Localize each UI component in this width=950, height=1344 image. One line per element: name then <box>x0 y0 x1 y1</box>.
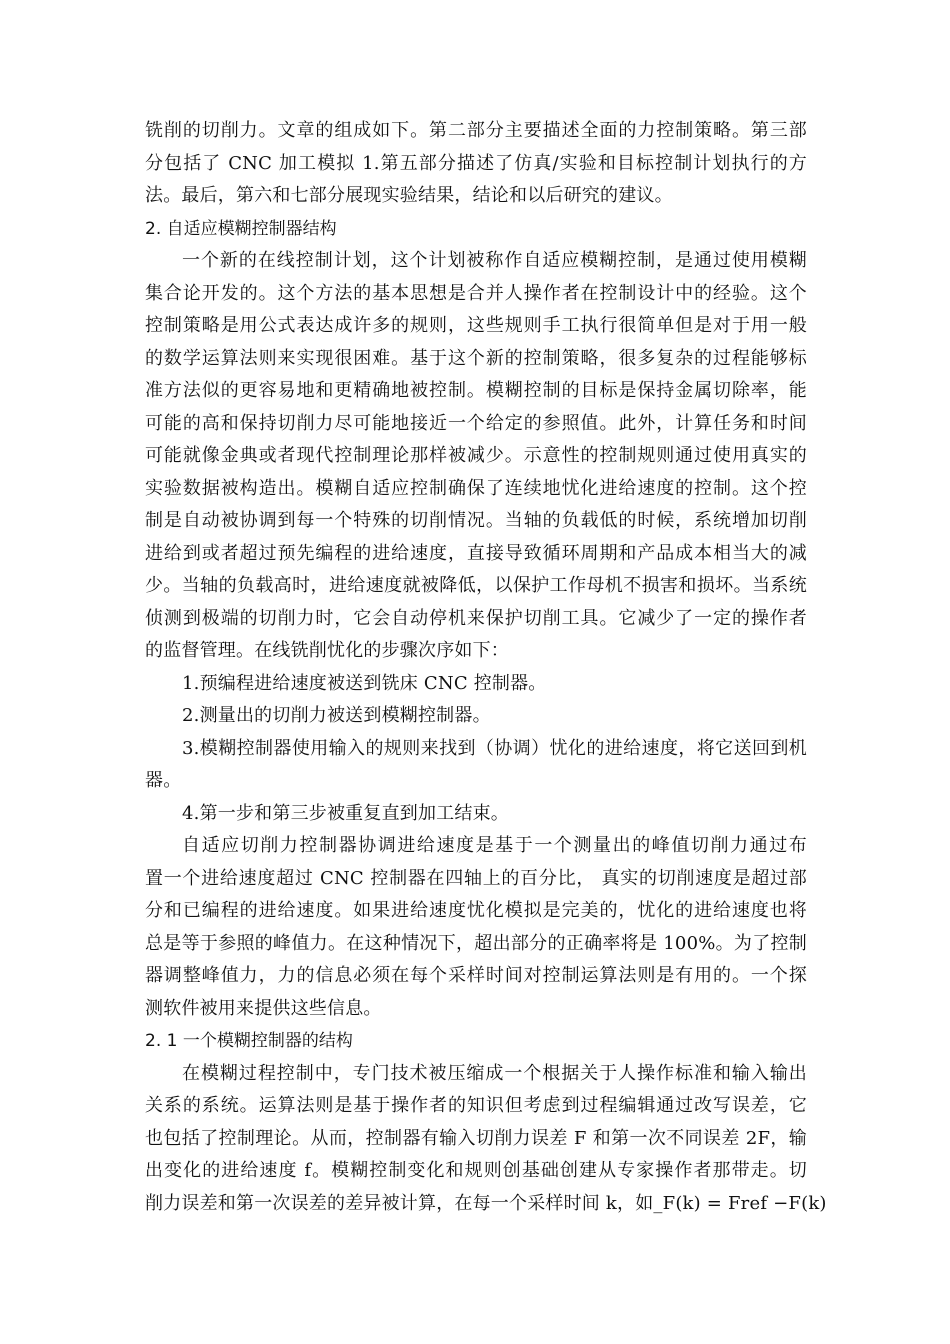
section-2-heading: 2. 自适应模糊控制器结构 <box>145 218 337 239</box>
section-2-1-heading: 2. 1 一个模糊控制器的结构 <box>145 1031 353 1051</box>
list-item: 4.第一步和第三步被重复直到加工结束。 <box>182 802 509 824</box>
text-line: 出变化的进给速度 f。模糊控制变化和规则创基础创建从专家操作者那带走。切 <box>145 1160 807 1181</box>
text-line: 的数学运算法则来实现很困难。基于这个新的控制策略，很多复杂的过程能够标 <box>145 347 807 369</box>
text-line: 准方法似的更容易地和更精确地被控制。模糊控制的目标是保持金属切除率，能 <box>145 380 807 401</box>
text-line: 控制策略是用公式表达成许多的规则，这些规则手工执行很简单但是对于用一般 <box>145 315 807 336</box>
list-item: 2.测量出的切削力被送到模糊控制器。 <box>182 705 491 726</box>
text-line: 的监督管理。在线铣削忧化的步骤次序如下： <box>145 640 509 661</box>
document-page <box>145 115 827 1220</box>
text-line: 分包括了 CNC 加工模拟 1.第五部分描述了仿真/实验和目标控制计划执行的方 <box>145 152 807 174</box>
text-line: 一个新的在线控制计划，这个计划被称作自适应模糊控制，是通过使用模糊 <box>182 250 807 271</box>
text-line: 侦测到极端的切削力时，它会自动停机来保护切削工具。它减少了一定的操作者 <box>145 607 807 629</box>
text-line: 制是自动被协调到每一个特殊的切削情况。当轴的负载低的时候，系统增加切削 <box>145 510 807 531</box>
section-2-paragraph-1 <box>145 245 807 668</box>
text-line: 总是等于参照的峰值力。在这种情况下，超出部分的正确率将是 100%。为了控制 <box>145 932 807 954</box>
text-line: 削力误差和第一次误差的差异被计算，在每一个采样时间 k，如_F(k) = Fref −F(k) <box>145 1192 827 1214</box>
list-item: 1.预编程进给速度被送到铣床 CNC 控制器。 <box>182 672 547 694</box>
text-line: 也包括了控制理论。从而，控制器有输入切削力误差 F 和第一次不同误差 2F，输 <box>145 1127 807 1149</box>
section-2-paragraph-2 <box>145 830 807 1025</box>
optimization-steps-list <box>145 668 807 831</box>
text-line: 法。最后，第六和七部分展现实验结果，结论和以后研究的建议。 <box>145 185 673 206</box>
text-line: 铣削的切削力。文章的组成如下。第二部分主要描述全面的力控制策略。第三部 <box>145 120 807 141</box>
text-line: 在模糊过程控制中，专门技术被压缩成一个根据关于人操作标准和输入输出 <box>182 1062 807 1084</box>
text-line: 实验数据被构造出。模糊自适应控制确保了连续地忧化进给速度的控制。这个控 <box>145 477 807 499</box>
text-line: 少。当轴的负载高时，进给速度就被降低，以保护工作母机不损害和损坏。当系统 <box>145 575 807 596</box>
text-line: 可能就像金典或者现代控制理论那样被减少。示意性的控制规则通过使用真实的 <box>145 445 807 466</box>
text-line: 测软件被用来提供这些信息。 <box>145 997 382 1019</box>
list-item: 3.模糊控制器使用输入的规则来找到（协调）忧化的进给速度，将它送回到机 <box>182 737 807 759</box>
text-line: 置一个进给速度超过 CNC 控制器在四轴上的百分比， 真实的切削速度是超过部 <box>145 867 807 889</box>
text-line: 自适应切削力控制器协调进给速度是基于一个测量出的峰值切削力通过布 <box>182 835 807 856</box>
list-item-continuation: 器。 <box>145 770 182 791</box>
text-line: 可能的高和保持切削力尽可能地接近一个给定的参照值。此外，计算任务和时间 <box>145 412 807 434</box>
text-line: 器调整峰值力，力的信息必须在每个采样时间对控制运算法则是有用的。一个探 <box>145 965 807 986</box>
intro-paragraph <box>145 115 807 213</box>
text-line: 分和已编程的进给速度。如果进给速度忧化模拟是完美的，忧化的进给速度也将 <box>145 900 807 921</box>
text-line: 进给到或者超过预先编程的进给速度，直接导致循环周期和产品成本相当大的减 <box>145 542 807 564</box>
text-line: 关系的系统。运算法则是基于操作者的知识但考虑到过程编辑通过改写误差，它 <box>145 1095 807 1116</box>
section-2-1-paragraph <box>145 1058 827 1221</box>
text-line: 集合论开发的。这个方法的基本思想是合并人操作者在控制设计中的经验。这个 <box>145 282 807 304</box>
